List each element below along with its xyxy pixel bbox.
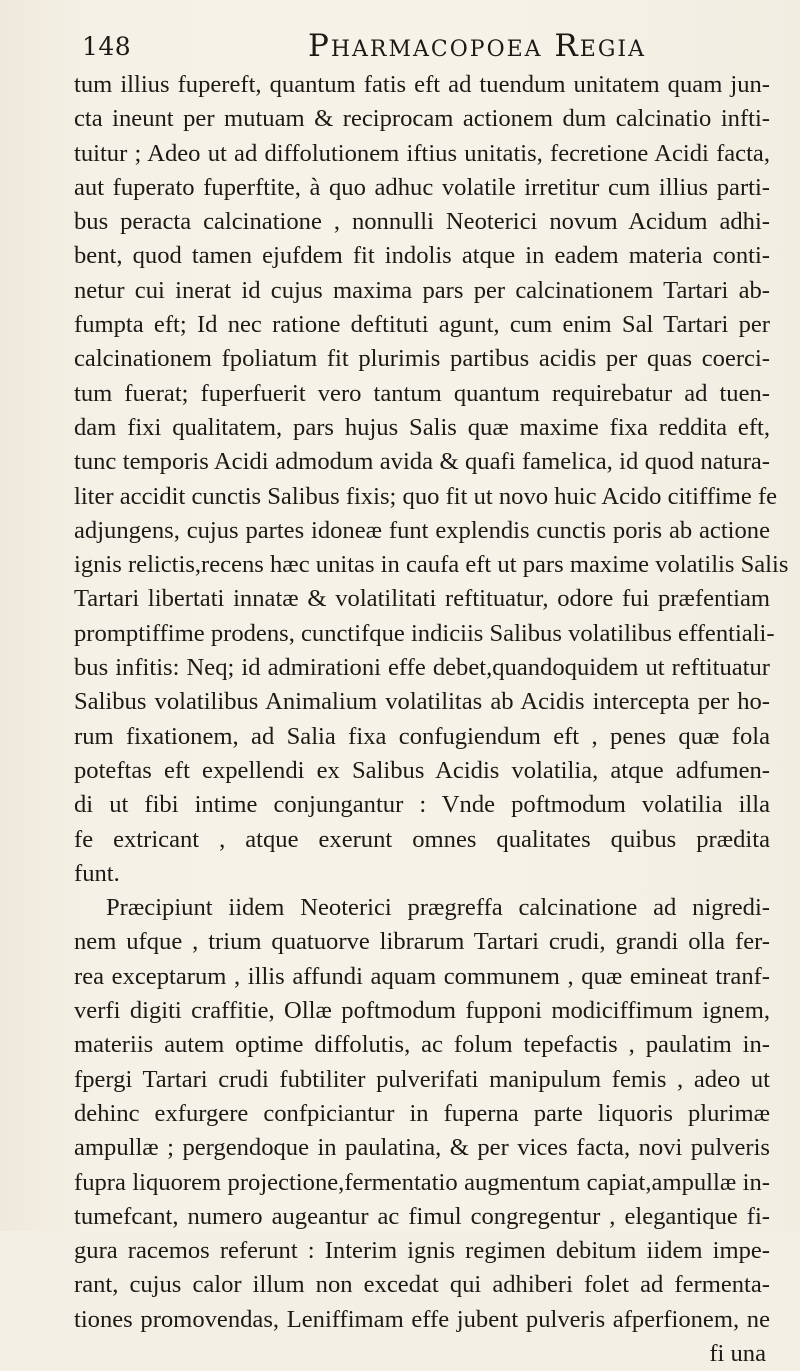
page-number: 148: [82, 32, 132, 61]
text-line: rea exceptarum , illis affundi aquam communem , quæ emineat tranf-: [74, 962, 770, 990]
text-line: bent, quod tamen ejufdem fit indolis atque in eadem materia conti-: [74, 242, 770, 270]
text-line: bus infitis: Neq; id admirationi effe debet,quandoquidem ut reftituatur: [74, 654, 770, 682]
text-line: funt.: [74, 859, 120, 887]
text-line: fupra liquorem projectione,fermentatio augmentum capiat,ampullæ in-: [74, 1168, 770, 1196]
text-line: materiis autem optime diffolutis, ac folum tepefactis , paulatim in-: [74, 1031, 770, 1059]
text-line: fumpta eft; Id nec ratione deftituti agunt, cum enim Sal Tartari per: [74, 311, 770, 339]
text-line: tuitur ; Adeo ut ad diffolutionem iftius unitatis, fecretione Acidi facta,: [74, 139, 770, 167]
text-line: ampullæ ; pergendoque in paulatina, & per vices facta, novi pulveris: [74, 1134, 770, 1162]
text-line: cta ineunt per mutuam & reciprocam actionem dum calcinatio infti-: [74, 105, 770, 133]
text-line: dehinc exfurgere confpiciantur in fuperna parte liquoris plurimæ: [74, 1099, 770, 1127]
text-line: calcinationem fpoliatum fit plurimis partibus acidis per quas coerci-: [74, 345, 770, 373]
text-line: ignis relictis,recens hæc unitas in caufa eft ut pars maxime volatilis Salis: [74, 551, 789, 579]
text-line: Salibus volatilibus Animalium volatilitas ab Acidis intercepta per ho-: [74, 688, 770, 716]
running-head: [74, 28, 770, 68]
catchword: fi una: [709, 1339, 766, 1367]
text-line: tum illius fupereft, quantum fatis eft ad tuendum unitatem quam jun-: [74, 71, 770, 98]
text-line: poteftas eft expellendi ex Salibus Acidis volatilia, atque adfumen-: [74, 756, 770, 784]
text-line: bus peracta calcinatione , nonnulli Neoterici novum Acidum adhi-: [74, 208, 770, 236]
text-line: liter accidit cunctis Salibus fixis; quo fit ut novo huic Acido citiffime fe: [74, 482, 778, 510]
text-line: aut fuperato fuperftite, à quo adhuc volatile irretitur cum illius parti-: [74, 173, 770, 201]
text-line: rum fixationem, ad Salia fixa confugiendum eft , penes quæ fola: [74, 722, 770, 750]
text-line: di ut fibi intime conjungantur : Vnde poftmodum volatilia illa: [74, 791, 770, 819]
text-line: tumefcant, numero augeantur ac fimul congregentur , elegantique fi-: [74, 1202, 770, 1230]
paragraph-container: [74, 68, 789, 1337]
running-title: Pharmacopoea Regia: [308, 28, 646, 64]
text-line: Præcipiunt iidem Neoterici prægreffa calcinatione ad nigredi-: [106, 894, 770, 922]
text-line: fpergi Tartari crudi fubtiliter pulverifati manipulum femis , adeo ut: [74, 1065, 770, 1093]
text-line: fe extricant , atque exerunt omnes qualitates quibus prædita: [74, 825, 770, 853]
text-line: tum fuerat; fuperfuerit vero tantum quantum requirebatur ad tuen-: [74, 379, 770, 407]
text-line: Tartari libertati innatæ & volatilitati reftituatur, odore fui præfentiam: [74, 585, 770, 613]
text-line: netur cui inerat id cujus maxima pars per calcinationem Tartari ab-: [74, 276, 770, 304]
body-text: [74, 68, 789, 1371]
text-line: tunc temporis Acidi admodum avida & quafi famelica, id quod natura-: [74, 448, 770, 476]
text-line: tiones promovendas, Leniffimam effe jubent pulveris afperfionem, ne: [74, 1305, 770, 1333]
text-line: verfi digiti craffitie, Ollæ poftmodum fupponi modiciffimum ignem,: [74, 997, 770, 1025]
text-line: dam fixi qualitatem, pars hujus Salis quæ maxime fixa reddita eft,: [74, 413, 770, 441]
text-line: rant, cujus calor illum non excedat qui adhiberi folet ad fermenta-: [74, 1271, 770, 1299]
text-line: nem ufque , trium quatuorve librarum Tartari crudi, grandi olla fer-: [74, 928, 770, 956]
text-line: adjungens, cujus partes idoneæ funt explendis cunctis poris ab actione: [74, 516, 770, 544]
text-line: gura racemos referunt : Interim ignis regimen debitum iidem impe-: [74, 1237, 770, 1265]
text-line: promptiffime prodens, cunctifque indiciis Salibus volatilibus effentiali-: [74, 619, 775, 647]
